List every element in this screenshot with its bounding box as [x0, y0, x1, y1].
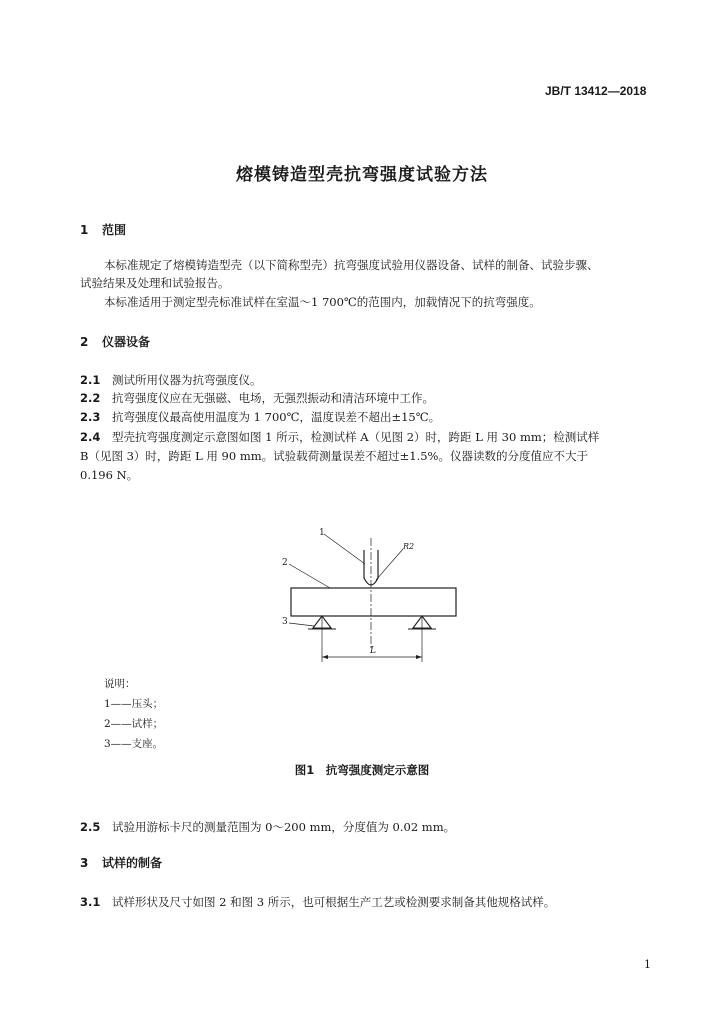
specimen-bar — [291, 588, 456, 616]
document-title: 熔模铸造型壳抗弯强度试验方法 — [236, 165, 488, 185]
section-1-heading — [80, 221, 126, 238]
clause-2-4-line2: B（见图 3）时，跨距 L 用 90 mm。试验载荷测量误差不超过±1.5%。仪器读数的分度值应不大于 — [80, 449, 588, 463]
section-number: 1 — [80, 223, 89, 237]
clause-number: 3.1 — [80, 895, 101, 909]
left-support — [308, 616, 336, 662]
standard-code: JB/T 13412—2018 — [545, 84, 647, 98]
paragraph-scope-applicability: 本标准适用于测定型壳标准试样在室温～1 700℃的范围内，加载情况下的抗弯强度。 — [104, 295, 541, 309]
leader-1 — [324, 534, 365, 564]
clause-number: 2.3 — [80, 410, 101, 424]
clause-2-4-line3: 0.196 N。 — [80, 468, 139, 482]
paragraph-scope-line2: 试验结果及处理和试验报告。 — [80, 276, 230, 290]
legend-title: 说明： — [104, 678, 136, 690]
clause-number: 2.2 — [80, 391, 101, 405]
legend-item: 1——压头； — [104, 698, 164, 710]
clause-text: 抗弯强度仪应在无强磁、电场，无强烈振动和清洁环境中工作。 — [112, 391, 434, 405]
paragraph-scope-line1: 本标准规定了熔模铸造型壳（以下简称型壳）抗弯强度试验用仪器设备、试样的制备、试验步骤、 — [104, 258, 599, 272]
section-number: 3 — [80, 856, 89, 870]
figure-1-diagram — [270, 520, 470, 675]
right-support — [408, 616, 436, 662]
label-1: 1 — [319, 528, 325, 538]
clause-number: 2.5 — [80, 820, 101, 834]
clause-2-5 — [80, 818, 660, 837]
label-r2: R2 — [403, 542, 415, 551]
legend-item: 3——支座。 — [104, 738, 164, 750]
leader-r2 — [376, 549, 403, 580]
clause-text: 试样形状及尺寸如图 2 和图 3 所示，也可根据生产工艺或检测要求制备其他规格试样。 — [112, 895, 556, 909]
clause-2-4 — [80, 428, 660, 447]
section-title: 范围 — [102, 223, 127, 237]
clause-text-line1: 型壳抗弯强度测定示意图如图 1 所示，检测试样 A（见图 2）时，跨距 L 用 30 mm；检测试样 — [112, 430, 600, 444]
page-number: 1 — [644, 958, 651, 971]
label-span-L: L — [370, 646, 376, 656]
clause-3-1 — [80, 893, 660, 912]
leader-3 — [289, 623, 314, 626]
section-title: 试样的制备 — [102, 856, 163, 870]
clause-2-2 — [80, 389, 660, 408]
label-2: 2 — [282, 558, 288, 568]
clause-text: 试验用游标卡尺的测量范围为 0～200 mm，分度值为 0.02 mm。 — [112, 820, 456, 834]
section-3-heading — [80, 854, 162, 871]
figure-1-caption: 图1 抗弯强度测定示意图 — [294, 763, 430, 777]
legend-item: 2——试样； — [104, 718, 164, 730]
clause-number: 2.4 — [80, 430, 101, 444]
leader-2 — [289, 564, 330, 588]
clause-text: 测试所用仪器为抗弯强度仪。 — [112, 373, 262, 387]
section-number: 2 — [80, 335, 89, 349]
label-3: 3 — [282, 617, 288, 627]
clause-2-1 — [80, 371, 660, 390]
figure-1-legend — [104, 674, 163, 754]
clause-text: 抗弯强度仪最高使用温度为 1 700℃，温度误差不超出±15℃。 — [112, 410, 441, 424]
section-title: 仪器设备 — [102, 335, 151, 349]
clause-number: 2.1 — [80, 373, 101, 387]
section-2-heading — [80, 333, 150, 350]
clause-2-3 — [80, 408, 660, 427]
